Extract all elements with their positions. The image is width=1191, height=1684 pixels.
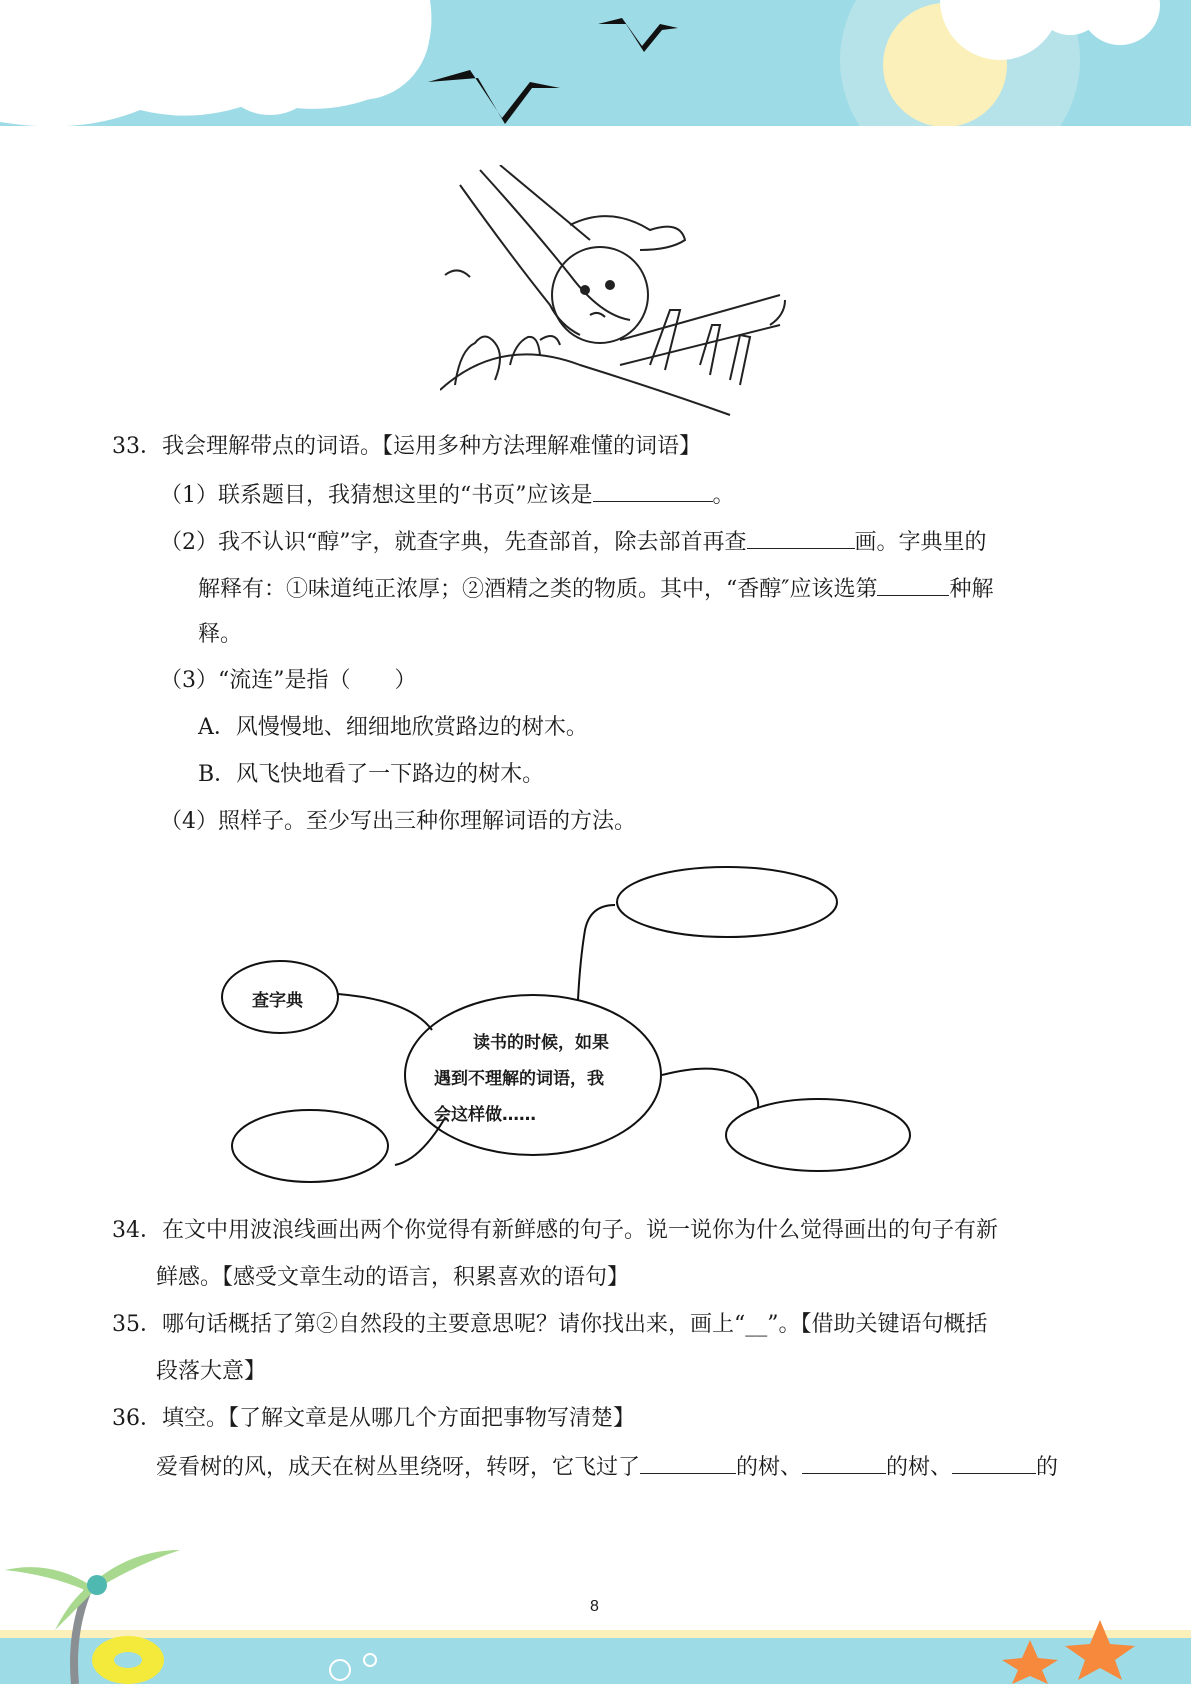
mindmap-node-top-right (617, 867, 837, 937)
mindmap-connector (578, 905, 615, 1000)
q33-part1-text: （1）联系题目，我猜想这里的“书页”应该是 (160, 483, 593, 508)
q33-part4: （4）照样子。至少写出三种你理解词语的方法。 (160, 809, 636, 834)
mindmap-center-line1: 读书的时候，如果 (473, 1033, 609, 1053)
q33-title: 33．我会理解带点的词语。【运用多种方法理解难懂的词语】 (112, 434, 701, 459)
q36-fill-line (156, 1451, 1058, 1483)
q33-part3: （3）“流连”是指（ ） (160, 668, 417, 693)
mindmap-connector (662, 1069, 758, 1108)
q33-option-a[interactable]: A．风慢慢地、细细地欣赏路边的树木。 (198, 715, 588, 740)
answer-blank[interactable] (640, 1451, 736, 1474)
q33-option-b[interactable]: B．风飞快地看了一下路边的树木。 (198, 762, 545, 787)
q35-line2: 段落大意】 (156, 1359, 267, 1384)
q36-text-d: 的 (1036, 1455, 1059, 1480)
q33-part2-text-end: 画。字典里的 (854, 530, 987, 555)
mindmap-connector (338, 994, 432, 1030)
q33-part2-line3: 释。 (198, 622, 243, 647)
q36-title: 36．填空。【了解文章是从哪几个方面把事物写清楚】 (112, 1406, 635, 1431)
q33-part2-text: （2）我不认识“醇”字，就查字典，先查部首，除去部首再查 (160, 530, 747, 555)
mindmap-left-top-label: 查字典 (252, 991, 303, 1011)
answer-blank[interactable] (802, 1451, 886, 1474)
q34-line1: 34．在文中用波浪线画出两个你觉得有新鲜感的句子。说一说你为什么觉得画出的句子有新 (112, 1218, 998, 1243)
q33-part1-end: 。 (712, 483, 735, 508)
mindmap-center-line3: 会这样做…… (434, 1105, 536, 1125)
mindmap-node-right-bottom (726, 1099, 910, 1171)
mindmap-center-line2: 遇到不理解的词语，我 (434, 1069, 604, 1089)
mindmap-connector (395, 1118, 445, 1165)
q36-text-b: 的树、 (736, 1455, 803, 1480)
answer-blank[interactable] (952, 1451, 1036, 1474)
q33-part2-explain-end: 种解 (949, 577, 994, 602)
mindmap-node-left-bottom (232, 1110, 388, 1182)
q35-line1: 35．哪句话概括了第②自然段的主要意思呢？请你找出来，画上“__”。【借助关键语句概括 (112, 1312, 988, 1337)
q34-line2: 鲜感。【感受文章生动的语言，积累喜欢的语句】 (156, 1265, 630, 1290)
page-number: 8 (590, 1598, 599, 1615)
q36-text-c: 的树、 (886, 1455, 953, 1480)
q33-part2-explain: 解释有：①味道纯正浓厚；②酒精之类的物质。其中，“香醇″应该选第 (198, 577, 878, 602)
q36-text: 爱看树的风，成天在树丛里绕呀，转呀，它飞过了 (156, 1455, 641, 1480)
